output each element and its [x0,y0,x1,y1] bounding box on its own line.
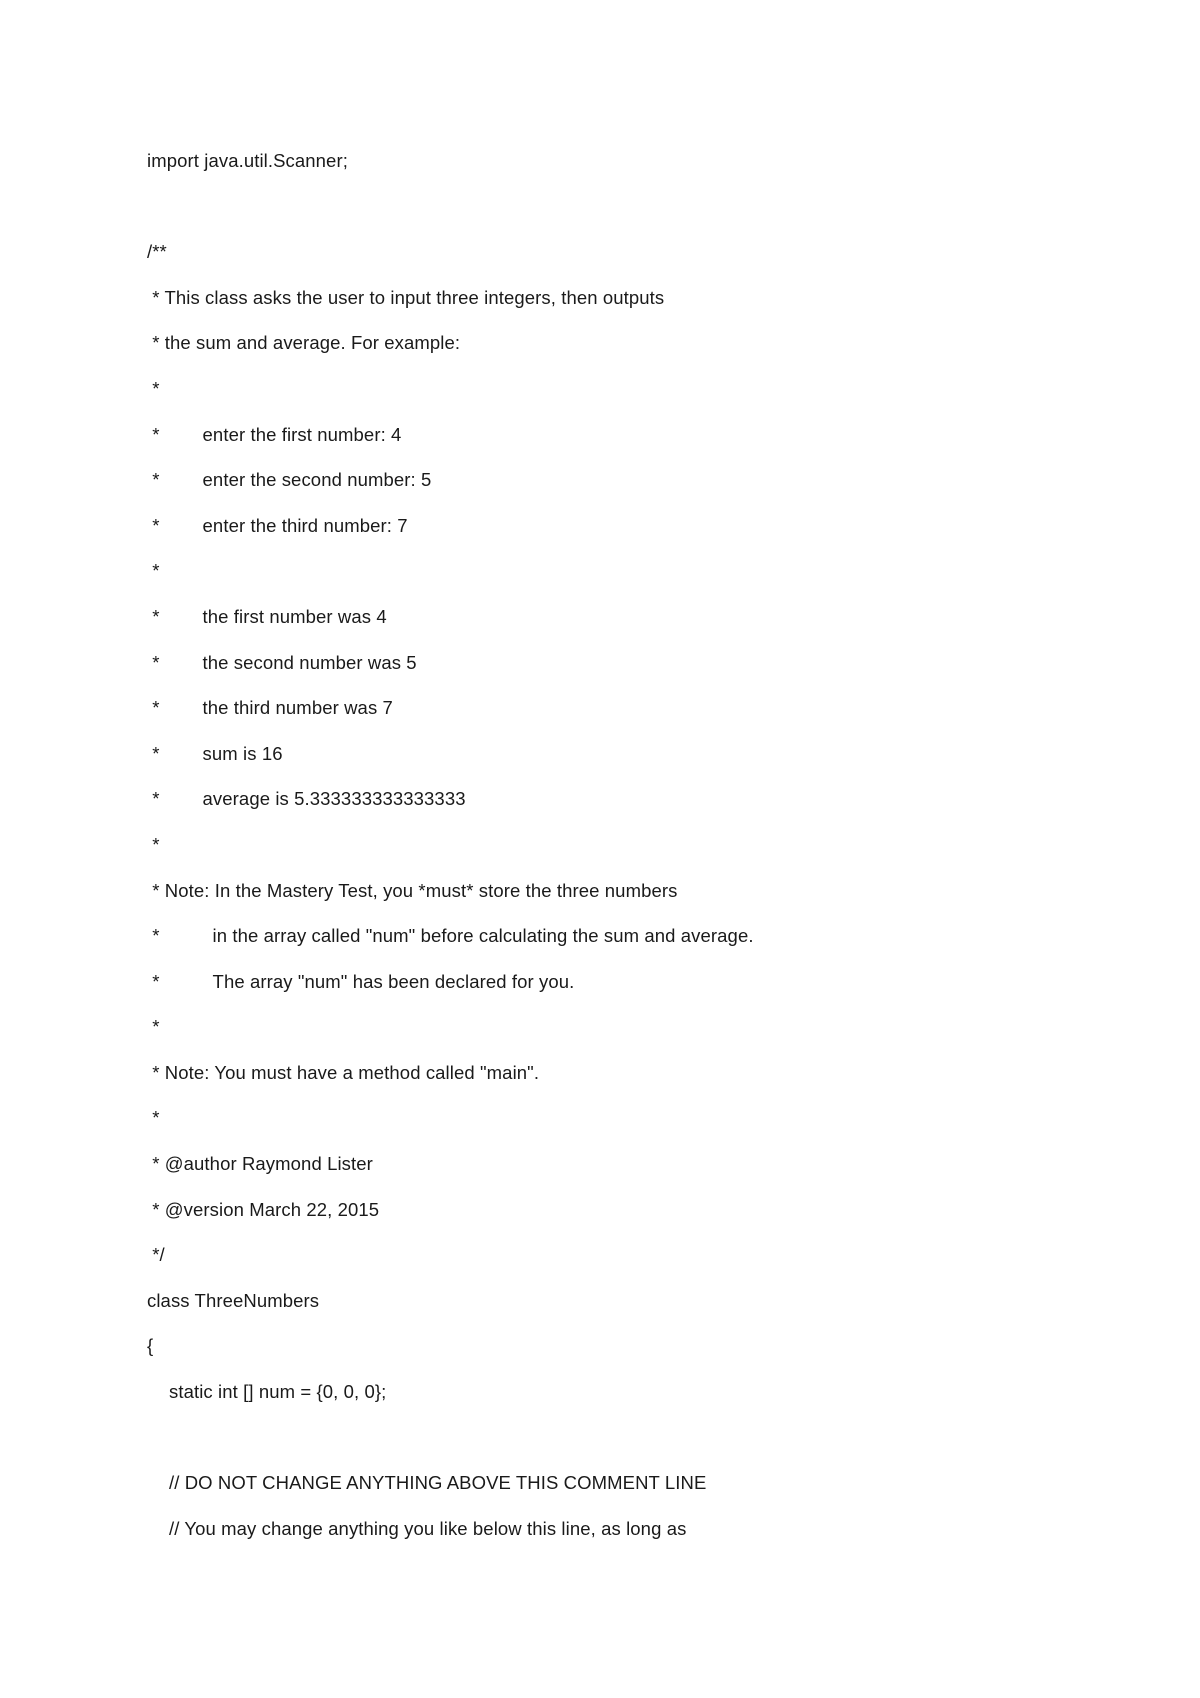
code-line-text: * [147,560,160,582]
code-line [147,515,1107,561]
code-line [147,1381,1107,1427]
code-line-text: The array "num" has been declared for you. [212,970,575,992]
code-line [147,1290,1107,1336]
code-line [147,925,1107,971]
code-line-text: * [147,377,160,399]
comment-star: * [147,970,160,992]
code-line [147,241,1107,287]
code-line [147,1518,1107,1564]
code-line [147,606,1107,652]
code-line-text: */ [147,1244,165,1266]
code-line [147,287,1107,333]
code-line [147,880,1107,926]
code-line-text: sum is 16 [202,742,283,764]
code-line-text: * [147,1016,160,1038]
comment-star: * [147,742,160,764]
code-line [147,469,1107,515]
code-line [147,652,1107,698]
code-line [147,424,1107,470]
code-line [147,1199,1107,1245]
comment-star: * [147,651,160,673]
code-line-text: the third number was 7 [202,697,393,719]
comment-star: * [147,788,160,810]
code-line [147,560,1107,606]
code-line-text: * @version March 22, 2015 [147,1198,380,1220]
code-line [147,1472,1107,1518]
code-line [147,1153,1107,1199]
code-line [147,788,1107,834]
code-listing [147,150,1107,1563]
code-line [147,697,1107,743]
code-line-text: // You may change anything you like below this line, as long as [169,1517,687,1539]
code-line-text: static int [] num = {0, 0, 0}; [169,1381,387,1403]
code-line [147,378,1107,424]
code-line [147,971,1107,1017]
comment-star: * [147,925,160,947]
code-line [147,332,1107,378]
code-line-text: * Note: You must have a method called "main". [147,1061,540,1083]
code-line [147,1335,1107,1381]
code-line-text: average is 5.333333333333333 [202,788,466,810]
code-line [147,834,1107,880]
code-line [147,743,1107,789]
code-line-text: the first number was 4 [202,605,387,627]
comment-star: * [147,697,160,719]
code-line-text: * Note: In the Mastery Test, you *must* store the three numbers [147,879,678,901]
code-line-text: enter the first number: 4 [202,423,402,445]
code-line [147,1244,1107,1290]
code-line-text: * [147,1107,160,1129]
blank-line [147,1427,1107,1473]
code-line-text: the second number was 5 [202,651,417,673]
code-line-text: enter the second number: 5 [202,469,432,491]
code-line-text: class ThreeNumbers [147,1289,320,1311]
code-line-text: in the array called "num" before calculating the sum and average. [212,925,754,947]
code-line-text: * the sum and average. For example: [147,332,461,354]
code-line [147,1107,1107,1153]
comment-star: * [147,514,160,536]
code-line-text: import java.util.Scanner; [147,150,348,171]
code-line [147,1062,1107,1108]
code-line [147,150,1107,196]
code-line-text: // DO NOT CHANGE ANYTHING ABOVE THIS COMMENT LINE [169,1472,707,1494]
code-line [147,1016,1107,1062]
code-line-text: { [147,1335,154,1357]
code-line-text: enter the third number: 7 [202,514,408,536]
comment-star: * [147,469,160,491]
code-line-text: * This class asks the user to input three integers, then outputs [147,286,665,308]
code-line-text: /** [147,241,167,263]
comment-star: * [147,605,160,627]
code-line-text: * [147,833,160,855]
code-line-text: * @author Raymond Lister [147,1153,373,1175]
comment-star: * [147,423,160,445]
blank-line [147,196,1107,242]
